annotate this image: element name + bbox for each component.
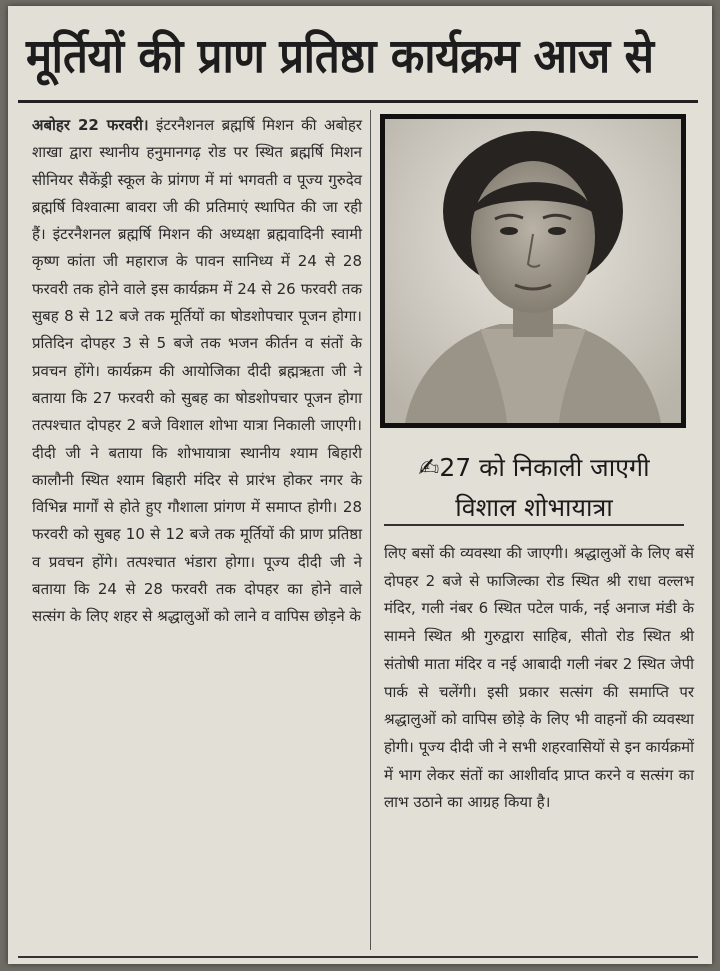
portrait-image <box>385 119 681 423</box>
article-text-left <box>32 112 362 631</box>
article-body-right: लिए बसों की व्यवस्था की जाएगी। श्रद्धालुओं के लिए बसें दोपहर 2 बजे से फाजिल्का रोड स्थित श्री राधा वल्लभ मंदिर, गली नंबर 6 स्थित पटेल पार्क, नई अनाज मंडी के सामने स्थित श्री गुरुद्वारा साहिब, सीतो रोड स्थित श्री संतोषी माता मंदिर व नई आबादी गली नंबर 2 स्थित जेपी पार्क से चलेंगी। इसी प्रकार सत्संग की समाप्ति पर श्रद्धालुओं को वापिस छोड़े के लिए भी वाहनों की व्यवस्था होगी। पूज्य दीदी जी ने सभी शहरवासियों से इन कार्यक्रमों में भाग लेकर संतों का आशीर्वाद प्राप्त करने व सत्संग का लाभ उठाने का आग्रह किया है। <box>384 544 694 812</box>
headline: मूर्तियों की प्राण प्रतिष्ठा कार्यक्रम आज से <box>26 29 654 84</box>
column-divider <box>370 110 371 950</box>
portrait-photo <box>380 114 686 428</box>
caption-line-1 <box>384 448 684 488</box>
article-right-column <box>384 540 694 817</box>
headline-rule <box>18 100 698 103</box>
article-left-column <box>32 112 362 631</box>
caption-text-1: 27 को निकाली जाएगी <box>439 453 650 482</box>
article-body-left: इंटरनैशनल ब्रह्मर्षि मिशन की अबोहर शाखा द्वारा स्थानीय हनुमानगढ़ रोड पर स्थित ब्रह्मर्षि मिशन सीनियर सैकेंड्री स्कूल के प्रांगण में मां भगवती व पूज्य गुरुदेव ब्रह्मर्षि विश्वात्मा बावरा जी की प्रतिमाएं स्थापित की जा रही हैं। इंटरनैशनल ब्रह्मर्षि मिशन की अध्यक्षा ब्रह्मवादिनी स्वामी कृष्ण कांता जी महाराज के पावन सानिध्य में 24 से 28 फरवरी तक होने वाले इस कार्यक्रम में 24 से 26 फरवरी तक सुबह 8 से 12 बजे तक मूर्तियों का षोडशोपचार पूजन होगा। प्रतिदिन दोपहर 3 से 5 बजे तक भजन कीर्तन व संतों के प्रवचन होंगे। कार्यक्रम की आयोजिका दीदी ब्रह्मऋता जी ने बताया कि 27 फरवरी को सुबह का षोडशोपचार पूजन होगा तत्पश्चात दोपहर 2 बजे विशाल शोभा यात्रा निकाली जाएगी। दीदी जी ने बताया कि शोभायात्रा स्थानीय श्याम बिहारी कालौनी स्थित श्याम बिहारी मंदिर से प्रारंभ होकर नगर के विभिन्न मार्गों से होते हुए गौशाला प्रांगण में समाप्त होगी। 28 फरवरी को सुबह 10 से 12 बजे तक मूर्तियों की प्राण प्रतिष्ठा व प्रवचन होंगे। तत्पश्चात भंडारा होगा। पूज्य दीदी जी ने बताया कि 24 से 28 फरवरी तक दोपहर का होने वाले सत्संग के लिए शहर से श्रद्धालुओं को लाने व वापिस छोड़ने के <box>32 116 362 626</box>
bottom-rule <box>18 956 698 958</box>
caption-line-2: विशाल शोभायात्रा <box>455 493 613 522</box>
pen-icon: ✍ <box>418 453 440 482</box>
dateline: अबोहर 22 फरवरी। <box>32 116 149 134</box>
photo-caption <box>384 448 684 528</box>
caption-rule <box>384 524 684 526</box>
